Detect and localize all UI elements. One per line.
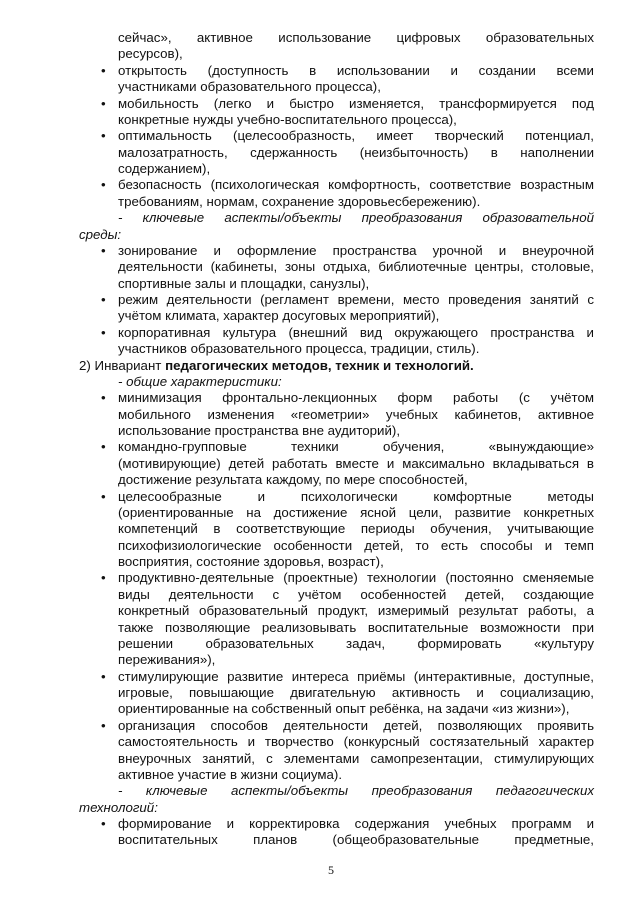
list-item (79, 30, 594, 63)
list-item (79, 390, 594, 439)
bullet-marker: • (101, 128, 106, 144)
text-line: участников образовательного процесса, традиции, стиль). (118, 341, 480, 357)
text-line: компетенций в соответствующие периоды обучения, учитывающие (118, 521, 594, 537)
text-line: игровые, повышающие двигательную активность и социализацию, (118, 685, 594, 700)
text-line: ресурсов), (118, 46, 183, 62)
list-item (79, 292, 594, 325)
bullet-marker: • (101, 816, 106, 831)
list-item (79, 243, 594, 292)
text-line: требованиям, нормам, сохранение здоровьесбережению). (118, 193, 481, 209)
text-line: - ключевые аспекты/объекты преобразования педагогических (118, 783, 594, 799)
text-line: учётом климата, характер досуговых мероприятий), (118, 308, 440, 324)
bullet-marker: • (101, 62, 106, 78)
text-line: конкретные нужды учебно-воспитательного процесса), (118, 111, 457, 127)
list-item (79, 63, 594, 96)
bullet-marker: • (101, 292, 106, 307)
section-heading (79, 358, 594, 374)
text-line: также позволяющие реализовывать воспитательные возможности при (118, 619, 594, 635)
list-item (79, 96, 594, 129)
text-line: сейчас», активное использование цифровых образовательных (118, 30, 594, 45)
list-item (79, 128, 594, 177)
text-line: командно-групповые техники обучения, «вынуждающие» (118, 439, 594, 455)
bullet-marker: • (101, 570, 106, 586)
text-line: достижение результата каждому, по мере способностей, (118, 472, 468, 488)
bullet-marker: • (101, 177, 106, 193)
text-line: (мотивирующие) детей работать вместе и максимально вкладываться в (118, 455, 594, 471)
text-line: организация способов деятельности детей, позволяющих проявить (118, 717, 594, 733)
list-item (79, 325, 594, 358)
text-line: - ключевые аспекты/объекты преобразования образовательной (118, 210, 594, 226)
text-line: оптимальность (целесообразность, имеет творческий потенциал, (118, 128, 594, 144)
text-line: конкретный образовательный продукт, измеримый результат работы, а (118, 603, 594, 619)
bullet-marker: • (101, 324, 106, 340)
page-number: 5 (328, 863, 334, 877)
text-line: малозатратность, сдержанность (неизбыточность) в наполнении (118, 144, 594, 160)
list-item (79, 439, 594, 488)
text-line: внеурочных занятий, с элементами самопрезентации, стимулирующих (118, 750, 594, 766)
text-line: переживания»), (118, 652, 216, 668)
text-line: корпоративная культура (внешний вид окружающего пространства и (118, 324, 594, 340)
text-line: спортивные залы и площадки, санузлы), (118, 275, 370, 291)
text-line: содержанием), (118, 161, 211, 176)
list-item (79, 669, 594, 718)
bullet-marker: • (101, 95, 106, 111)
text-line: зонирование и оформление пространства урочной и внеурочной (118, 242, 594, 258)
text-line: восприятия, состояние здоровья, возраст), (118, 554, 384, 569)
text-line: продуктивно-деятельные (проектные) технологии (постоянно сменяемые (118, 570, 594, 586)
text-line: стимулирующие развитие интереса приёмы (интерактивные, доступные, (118, 668, 594, 684)
text-line: психофизиологические особенности детей, то есть способы и темп (118, 537, 594, 553)
list-item (79, 816, 594, 849)
text-line: воспитательных планов (общеобразовательные предметные, (118, 832, 594, 848)
subsection-heading (79, 783, 594, 816)
text-line: (ориентированные на достижение ясной цели, развитие конкретных (118, 504, 594, 520)
text-line: участниками образовательного процесса), (118, 79, 381, 95)
text-line: мобильность (легко и быстро изменяется, трансформируется под (118, 95, 594, 111)
text-line: ориентированные на собственный опыт ребёнка, на задачи «из жизни»), (118, 701, 570, 717)
bullet-marker: • (101, 668, 106, 684)
text-line: целесообразные и психологически комфортные методы (118, 488, 594, 504)
subsection-heading (79, 210, 594, 243)
subsection-heading: - общие характеристики: (118, 373, 282, 389)
text-line: формирование и корректировка содержания учебных программ и (118, 816, 594, 831)
text-line: минимизация фронтально-лекционных форм работы (с учётом (118, 390, 594, 406)
list-item (79, 489, 594, 571)
text-line: виды деятельности с учётом особенностей детей, создающие (118, 586, 594, 602)
text-line: самостоятельность и творчество (конкурсный состязательный характер (118, 734, 594, 750)
text-line: решении образовательных задач, формировать «культуру (118, 635, 594, 651)
list-item (79, 718, 594, 784)
text-line: безопасность (психологическая комфортность, соответствие возрастным (118, 177, 594, 193)
section-heading-bold: педагогических методов, техник и технологий. (165, 357, 474, 373)
text-line: использование пространства вне аудиторий), (118, 423, 401, 438)
list-item (79, 177, 594, 210)
text-line: открытость (доступность в использовании и создании всеми (118, 62, 594, 78)
section-heading-prefix: 2) Инвариант (79, 357, 162, 373)
text-line: технологий: (79, 799, 158, 815)
bullet-marker: • (101, 242, 106, 258)
bullet-marker: • (101, 488, 106, 504)
text-line: мобильного изменения «геометрии» учебных кабинетов, активное (118, 406, 594, 422)
bullet-marker: • (101, 390, 106, 406)
list-item (79, 570, 594, 668)
text-line: деятельности (кабинеты, зоны отдыха, библиотечные центры, столовые, (118, 259, 594, 275)
text-line: среды: (79, 226, 122, 242)
bullet-marker: • (101, 717, 106, 733)
page-body (79, 30, 594, 849)
bullet-marker: • (101, 439, 106, 455)
text-line: активное участие в жизни социума). (118, 766, 343, 782)
text-line: режим деятельности (регламент времени, место проведения занятий с (118, 292, 594, 307)
